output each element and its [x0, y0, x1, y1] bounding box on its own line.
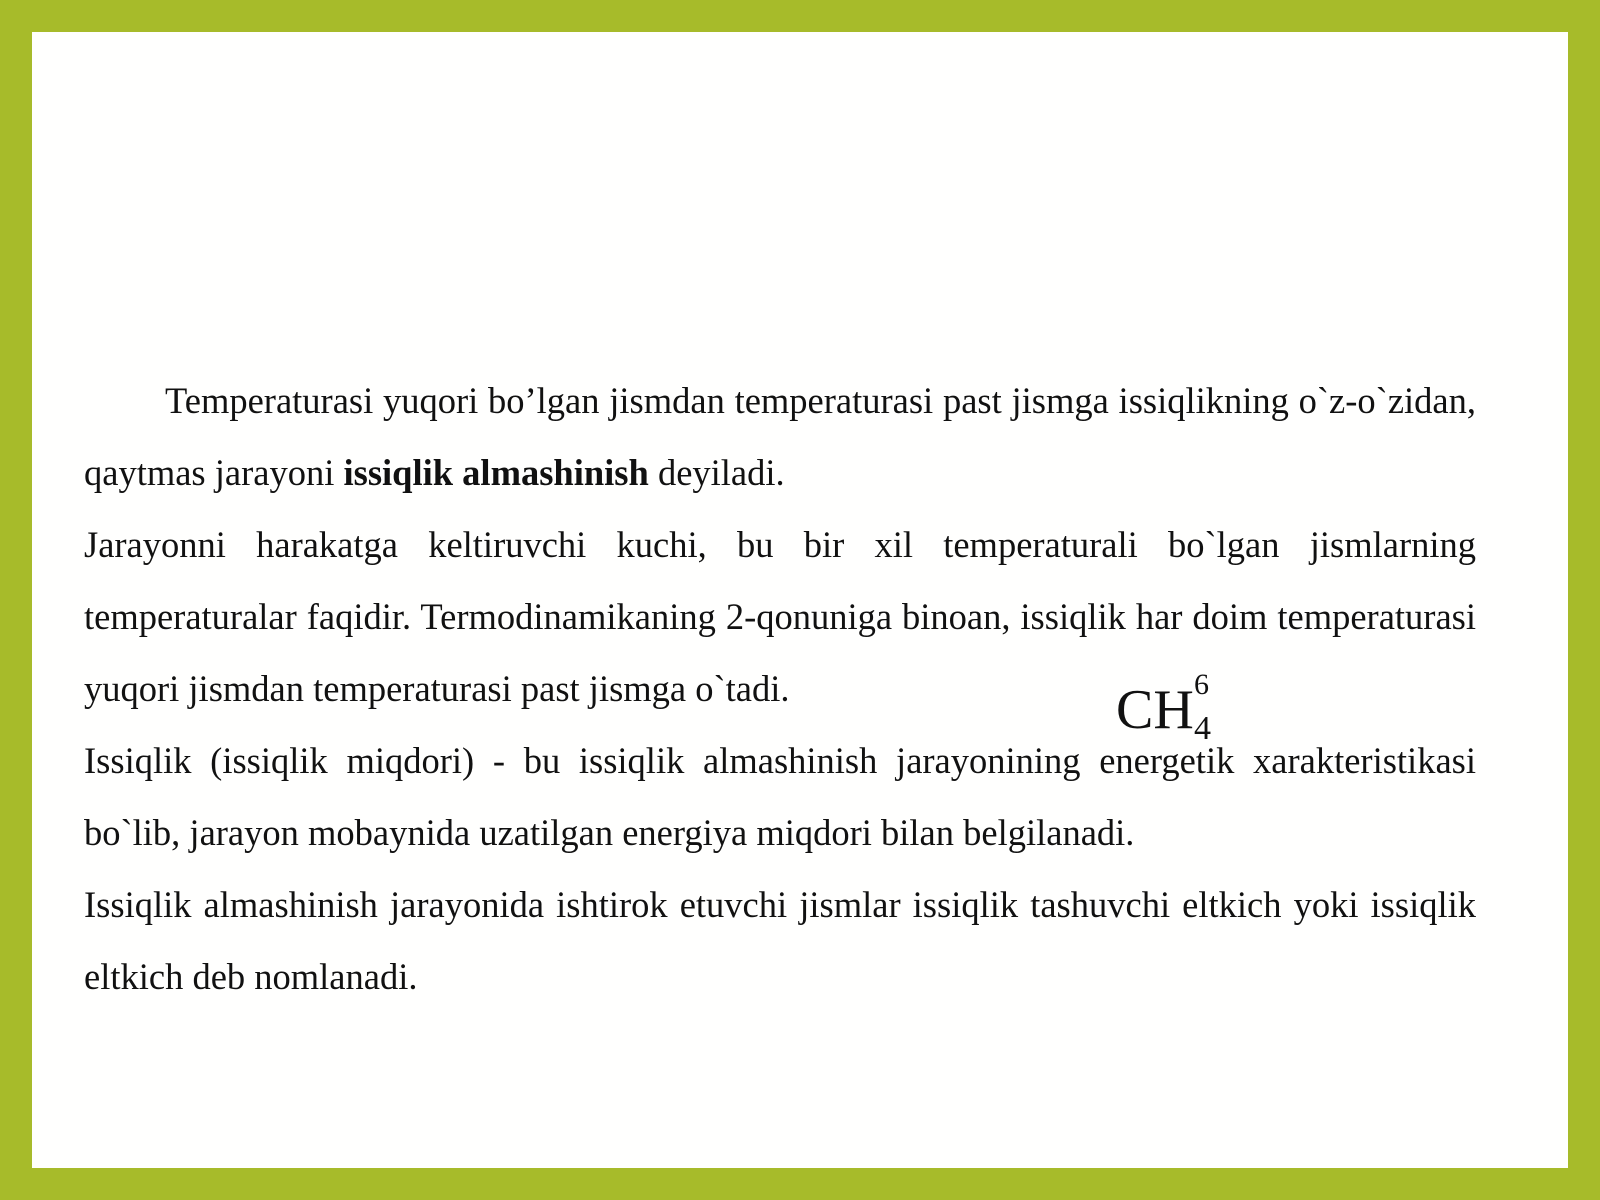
paragraph-heat-quantity: Issiqlik (issiqlik miqdori) - bu issiqlik almashinish jarayonining energetik xarakteristikasi bo`lib, jarayon mobaynida uzatilgan energiya miqdori bilan belgilanadi.	[84, 740, 1476, 853]
chemical-formula	[1116, 670, 1226, 750]
paragraph-definition-start: Temperaturasi yuqori bo’lgan jismdan temperaturasi past jismga issiqlikning o`z-o`zidan, qaytmas jarayoni	[84, 380, 1476, 493]
formula-superscript: 6	[1194, 668, 1209, 701]
paragraph-definition-end: deyiladi.	[648, 452, 785, 493]
formula-base: CH	[1116, 679, 1194, 741]
term-issiqlik-almashinish: issiqlik almashinish	[343, 452, 649, 493]
paragraph-driving-force: Jarayonni harakatga keltiruvchi kuchi, bu bir xil temperaturali bo`lgan jismlarning temperaturalar faqidir. Termodinamikaning 2-qonuniga binoan, issiqlik har doim temperaturasi yuqori jismdan temperaturasi past jismga o`tadi.	[84, 524, 1476, 709]
formula-subscript: 4	[1194, 710, 1211, 747]
slide	[32, 32, 1568, 1168]
paragraph-definition	[84, 365, 1476, 509]
text-body	[84, 365, 1476, 1013]
paragraph-heat-carrier: Issiqlik almashinish jarayonida ishtirok etuvchi jismlar issiqlik tashuvchi eltkich yoki issiqlik eltkich deb nomlanadi.	[84, 884, 1476, 997]
